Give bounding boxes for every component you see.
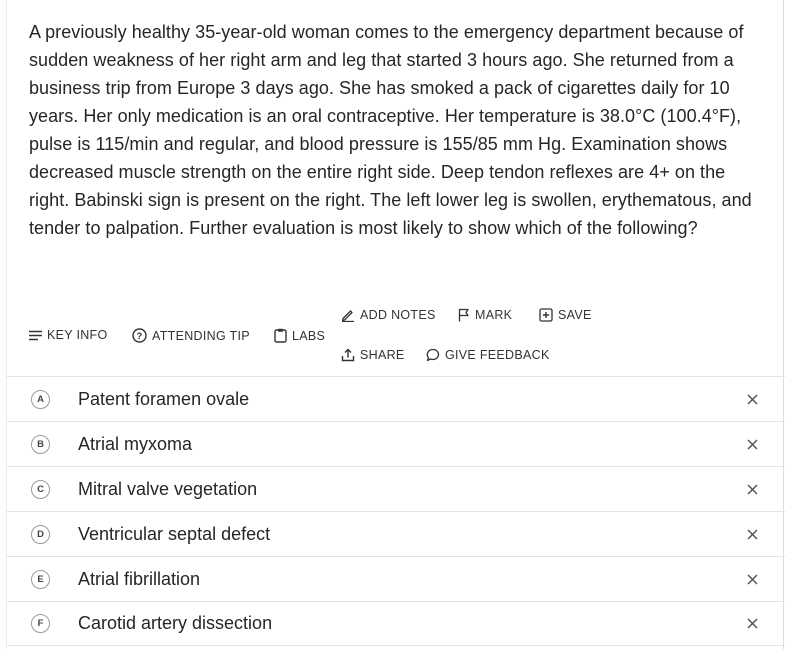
choice-text: Patent foramen ovale — [78, 388, 250, 409]
close-x-icon[interactable] — [745, 392, 759, 406]
key-info-label: KEY INFO — [47, 328, 108, 342]
choice-letter: D — [31, 525, 50, 544]
question-stem: A previously healthy 35-year-old woman comes to the emergency department because of sudden weakness of her right arm and leg that started 3 hours ago. She returned from a business trip from Europe 3 days ago. She has smoked a pack of cigarettes daily for 10 years. Her only medication is an oral contraceptive. Her temperature is 38.0°C (100.4°F), pulse is 115/min and regular, and blood pressure is 155/85 mm Hg. Examination shows decreased muscle strength on the entire right side. Deep tendon reflexes are 4+ on the right. Babinski sign is present on the right. The left lower leg is swollen, erythematous, and tender to palpation. Further evaluation is most likely to show which of the following? — [29, 22, 752, 238]
answer-choice-b[interactable] — [7, 421, 785, 466]
choice-text: Atrial myxoma — [78, 433, 193, 454]
answer-choice-f[interactable] — [7, 601, 785, 646]
answer-choice-e[interactable] — [7, 556, 785, 601]
answer-choice-d[interactable] — [7, 511, 785, 556]
answer-choice-c[interactable] — [7, 466, 785, 511]
give-feedback-label: GIVE FEEDBACK — [445, 348, 550, 362]
choice-text: Carotid artery dissection — [78, 613, 273, 633]
close-x-icon[interactable] — [745, 527, 759, 541]
question-circle-icon — [132, 328, 147, 343]
choice-text: Atrial fibrillation — [78, 568, 201, 589]
list-lines-icon — [29, 330, 42, 341]
save-label: SAVE — [558, 308, 592, 322]
answer-choices — [7, 376, 785, 646]
bookmark-plus-icon — [539, 308, 553, 322]
share-button[interactable] — [341, 348, 405, 362]
key-info-button[interactable] — [29, 328, 108, 342]
close-x-icon[interactable] — [745, 617, 759, 631]
question-toolbar — [7, 300, 785, 376]
choice-letter: F — [31, 614, 50, 633]
attending-tip-button[interactable] — [132, 328, 250, 343]
choice-letter: C — [31, 480, 50, 499]
attending-tip-label: ATTENDING TIP — [152, 328, 250, 343]
choice-letter: E — [31, 570, 50, 589]
upload-icon — [341, 348, 355, 362]
add-notes-button[interactable] — [341, 308, 436, 322]
question-panel — [6, 0, 784, 649]
give-feedback-button[interactable] — [426, 348, 550, 362]
share-label: SHARE — [360, 348, 405, 362]
close-x-icon[interactable] — [745, 482, 759, 496]
choice-letter: B — [31, 435, 50, 454]
speech-bubble-icon — [426, 348, 440, 362]
answer-choice-a[interactable] — [7, 376, 785, 421]
add-notes-label: ADD NOTES — [360, 308, 436, 322]
pencil-icon — [341, 308, 355, 322]
choice-text: Mitral valve vegetation — [78, 478, 258, 499]
save-button[interactable] — [539, 308, 592, 322]
close-x-icon[interactable] — [745, 572, 759, 586]
flag-icon — [458, 308, 470, 322]
close-x-icon[interactable] — [745, 437, 759, 451]
labs-label: LABS — [292, 328, 326, 343]
mark-button[interactable] — [458, 308, 512, 322]
svg-text:?: ? — [136, 331, 143, 342]
labs-button[interactable] — [274, 328, 325, 343]
mark-label: MARK — [475, 308, 513, 322]
clipboard-icon — [274, 328, 287, 343]
choice-text: Ventricular septal defect — [78, 523, 271, 544]
choice-letter: A — [31, 390, 50, 409]
